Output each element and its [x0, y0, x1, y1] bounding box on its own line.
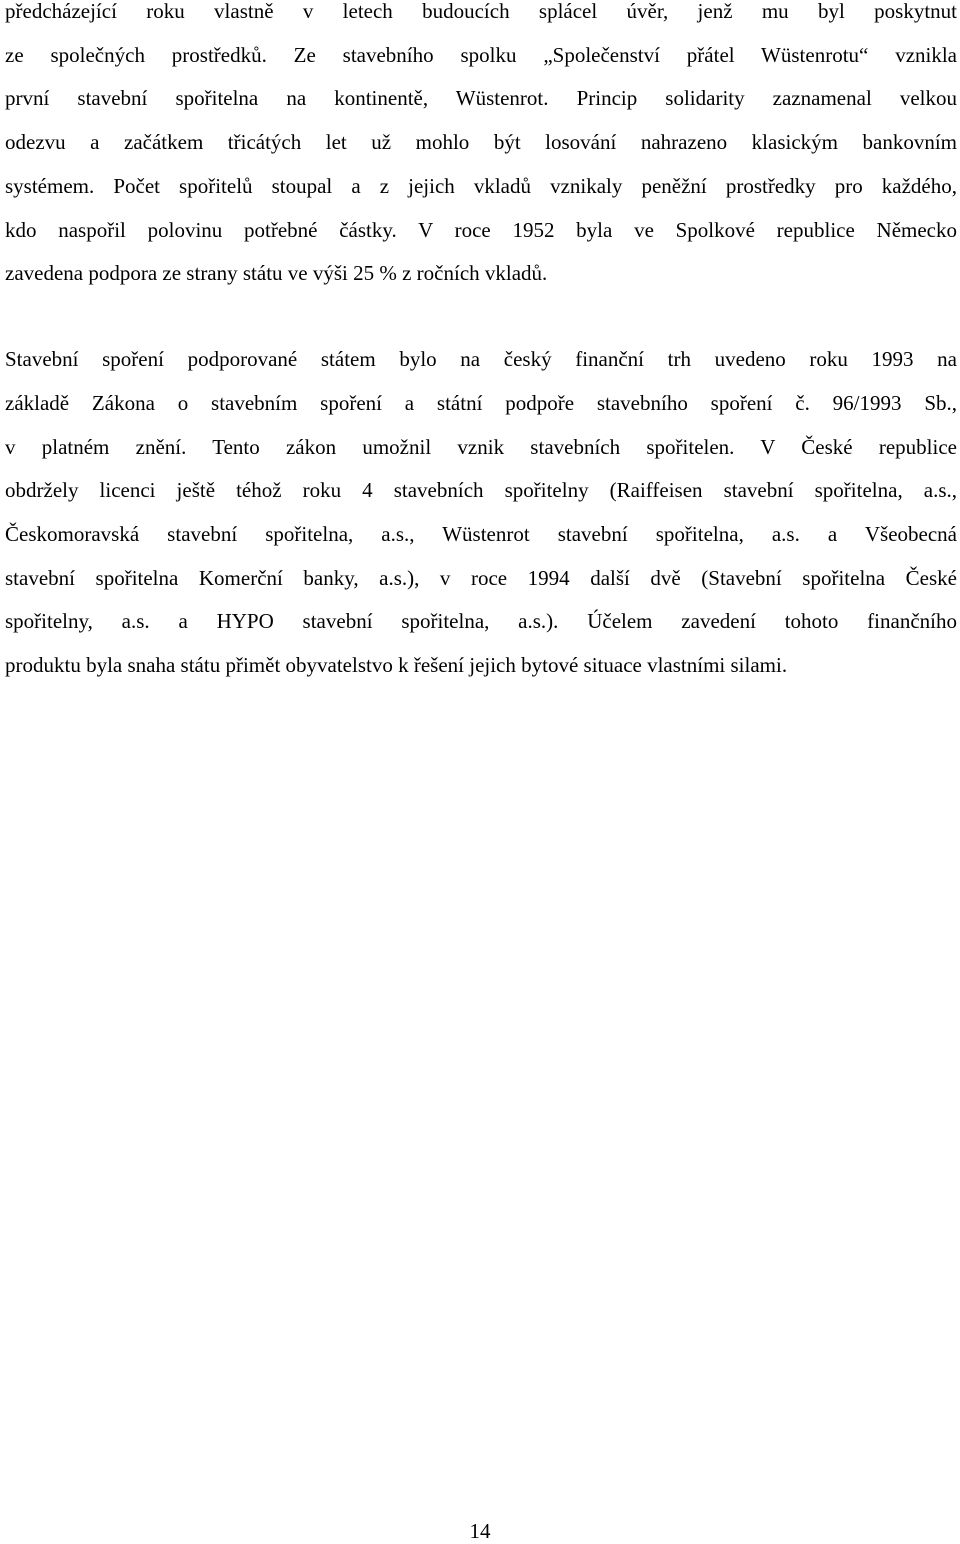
text-line: obdržely licenci ještě téhož roku 4 stavebních spořitelny (Raiffeisen stavební spořitelna, a.s., [5, 478, 957, 502]
text-line: Stavební spoření podporované státem bylo na český finanční trh uvedeno roku 1993 na [5, 347, 957, 371]
text-line: stavební spořitelna Komerční banky, a.s.), v roce 1994 další dvě (Stavební spořitelna České [5, 566, 957, 590]
text-line: spořitelny, a.s. a HYPO stavební spořitelna, a.s.). Účelem zavedení tohoto finančního [5, 609, 957, 633]
text-line: předcházející roku vlastně v letech budoucích splácel úvěr, jenž mu byl poskytnut [5, 0, 957, 23]
text-line: první stavební spořitelna na kontinentě, Wüstenrot. Princip solidarity zaznamenal velkou [5, 86, 957, 110]
text-line: ze společných prostředků. Ze stavebního spolku „Společenství přátel Wüstenrotu“ vznikla [5, 43, 957, 67]
page-number: 14 [469, 1519, 491, 1543]
text-line: produktu byla snaha státu přimět obyvatelstvo k řešení jejich bytové situace vlastními silami. [5, 653, 788, 677]
text-line: odezvu a začátkem třicátých let už mohlo být losování nahrazeno klasickým bankovním [5, 130, 957, 154]
text-line: základě Zákona o stavebním spoření a státní podpoře stavebního spoření č. 96/1993 Sb., [5, 391, 957, 415]
text-line: Českomoravská stavební spořitelna, a.s., Wüstenrot stavební spořitelna, a.s. a Všeobecná [5, 522, 957, 546]
text-line: systémem. Počet spořitelů stoupal a z jejich vkladů vznikaly peněžní prostředky pro každého, [5, 174, 957, 198]
text-line: zavedena podpora ze strany státu ve výši 25 % z ročních vkladů. [5, 261, 548, 285]
text-line: kdo naspořil polovinu potřebné částky. V roce 1952 byla ve Spolkové republice Německo [5, 218, 957, 242]
text-line: v platném znění. Tento zákon umožnil vznik stavebních spořitelen. V České republice [5, 435, 957, 459]
